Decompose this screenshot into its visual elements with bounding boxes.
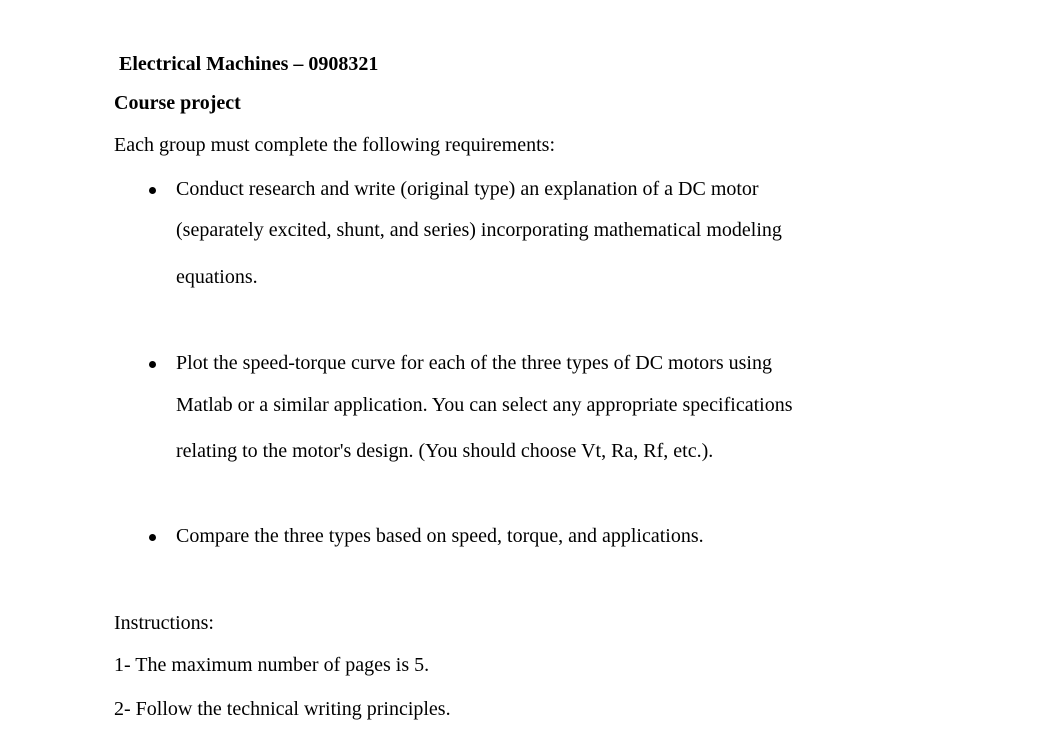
requirement-1-line-2: (separately excited, shunt, and series) incorporating mathematical modeling	[176, 219, 782, 241]
document-subtitle: Course project	[114, 92, 241, 114]
instructions-heading: Instructions:	[114, 612, 214, 634]
requirement-2-line-1: Plot the speed-torque curve for each of the three types of DC motors using	[176, 352, 772, 374]
requirement-1-line-3: equations.	[176, 266, 258, 288]
bullet-icon	[149, 187, 156, 194]
bullet-icon	[149, 534, 156, 541]
requirement-2-line-2: Matlab or a similar application. You can select any appropriate specifications	[176, 394, 793, 416]
intro-text: Each group must complete the following requirements:	[114, 134, 555, 156]
bullet-icon	[149, 361, 156, 368]
instruction-item-1: 1- The maximum number of pages is 5.	[114, 654, 430, 676]
requirement-1-line-1: Conduct research and write (original type) an explanation of a DC motor	[176, 178, 759, 200]
instruction-item-2: 2- Follow the technical writing principles.	[114, 698, 451, 720]
document-title: Electrical Machines – 0908321	[119, 53, 379, 75]
requirement-2-line-3: relating to the motor's design. (You should choose Vt, Ra, Rf, etc.).	[176, 440, 714, 462]
requirement-3-line-1: Compare the three types based on speed, torque, and applications.	[176, 525, 704, 547]
